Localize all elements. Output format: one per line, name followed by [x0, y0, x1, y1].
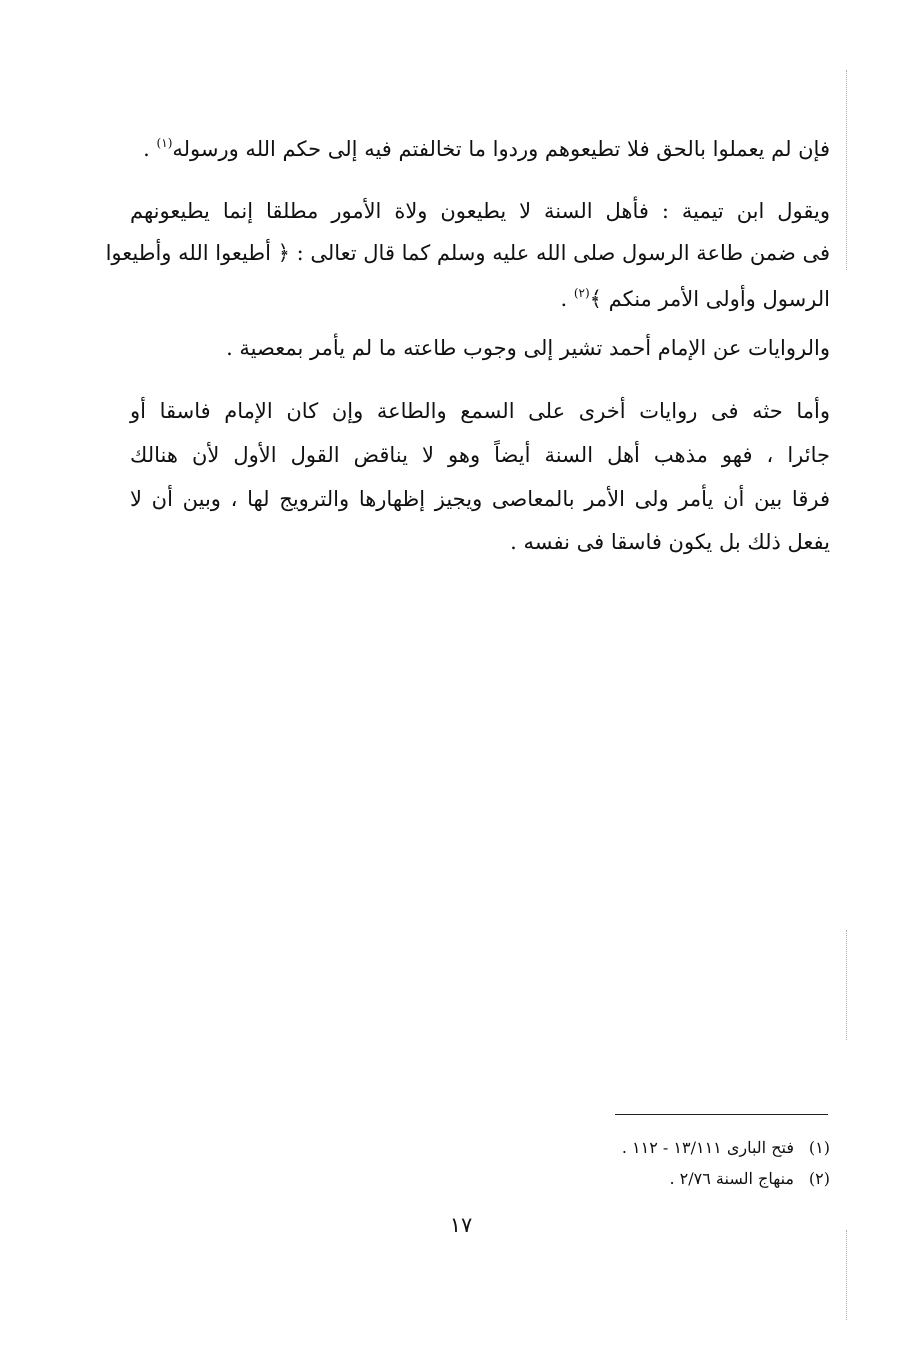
body-line-4: الرسول وأولى الأمر منكم ﴾$^{(٢)}$ . — [560, 286, 830, 311]
body-line-3: فى ضمن طاعة الرسول صلى الله عليه وسلم كما قال تعالى : ﴿ أطيعوا الله وأطيعوا — [105, 241, 830, 265]
footnote-1 — [410, 1136, 830, 1160]
body-line-8: فرقا بين أن يأمر ولى الأمر بالمعاصى ويجيز إظهارها والترويج لها ، وبين أن لا — [130, 487, 830, 511]
page-number: ١٧ — [449, 1213, 473, 1237]
footnote-separator — [615, 1114, 828, 1115]
footnote-text: منهاج السنة ٢/٧٦ . — [669, 1169, 794, 1188]
body-line-9: يفعل ذلك بل يكون فاسقا فى نفسه . — [510, 530, 830, 554]
footnote-text: فتح البارى ١٣/١١١ - ١١٢ . — [621, 1138, 794, 1157]
body-line-5: والروايات عن الإمام أحمد تشير إلى وجوب طاعته ما لم يأمر بمعصية . — [226, 336, 830, 360]
footnote-number: (٢) — [808, 1169, 830, 1188]
scan-edge-mark — [846, 70, 847, 270]
scan-edge-mark — [846, 1230, 847, 1320]
scan-edge-mark — [846, 930, 847, 1040]
footnote-ref-2: (٢) — [573, 286, 590, 300]
body-line-7: جائرا ، فهو مذهب أهل السنة أيضاً وهو لا يناقض القول الأول لأن هنالك — [130, 443, 830, 467]
body-line-1: فإن لم يعملوا بالحق فلا تطيعوهم وردوا ما تخالفتم فيه إلى حكم الله ورسوله$^{(١)}$ . — [143, 136, 830, 161]
footnote-number: (١) — [808, 1138, 830, 1157]
footnote-ref-1: (١) — [156, 136, 173, 150]
body-line-6: وأما حثه فى روايات أخرى على السمع والطاعة وإن كان الإمام فاسقا أو — [130, 399, 830, 423]
body-line-2: ويقول ابن تيمية : فأهل السنة لا يطيعون ولاة الأمور مطلقا إنما يطيعونهم — [130, 199, 830, 223]
footnote-2 — [410, 1167, 830, 1191]
